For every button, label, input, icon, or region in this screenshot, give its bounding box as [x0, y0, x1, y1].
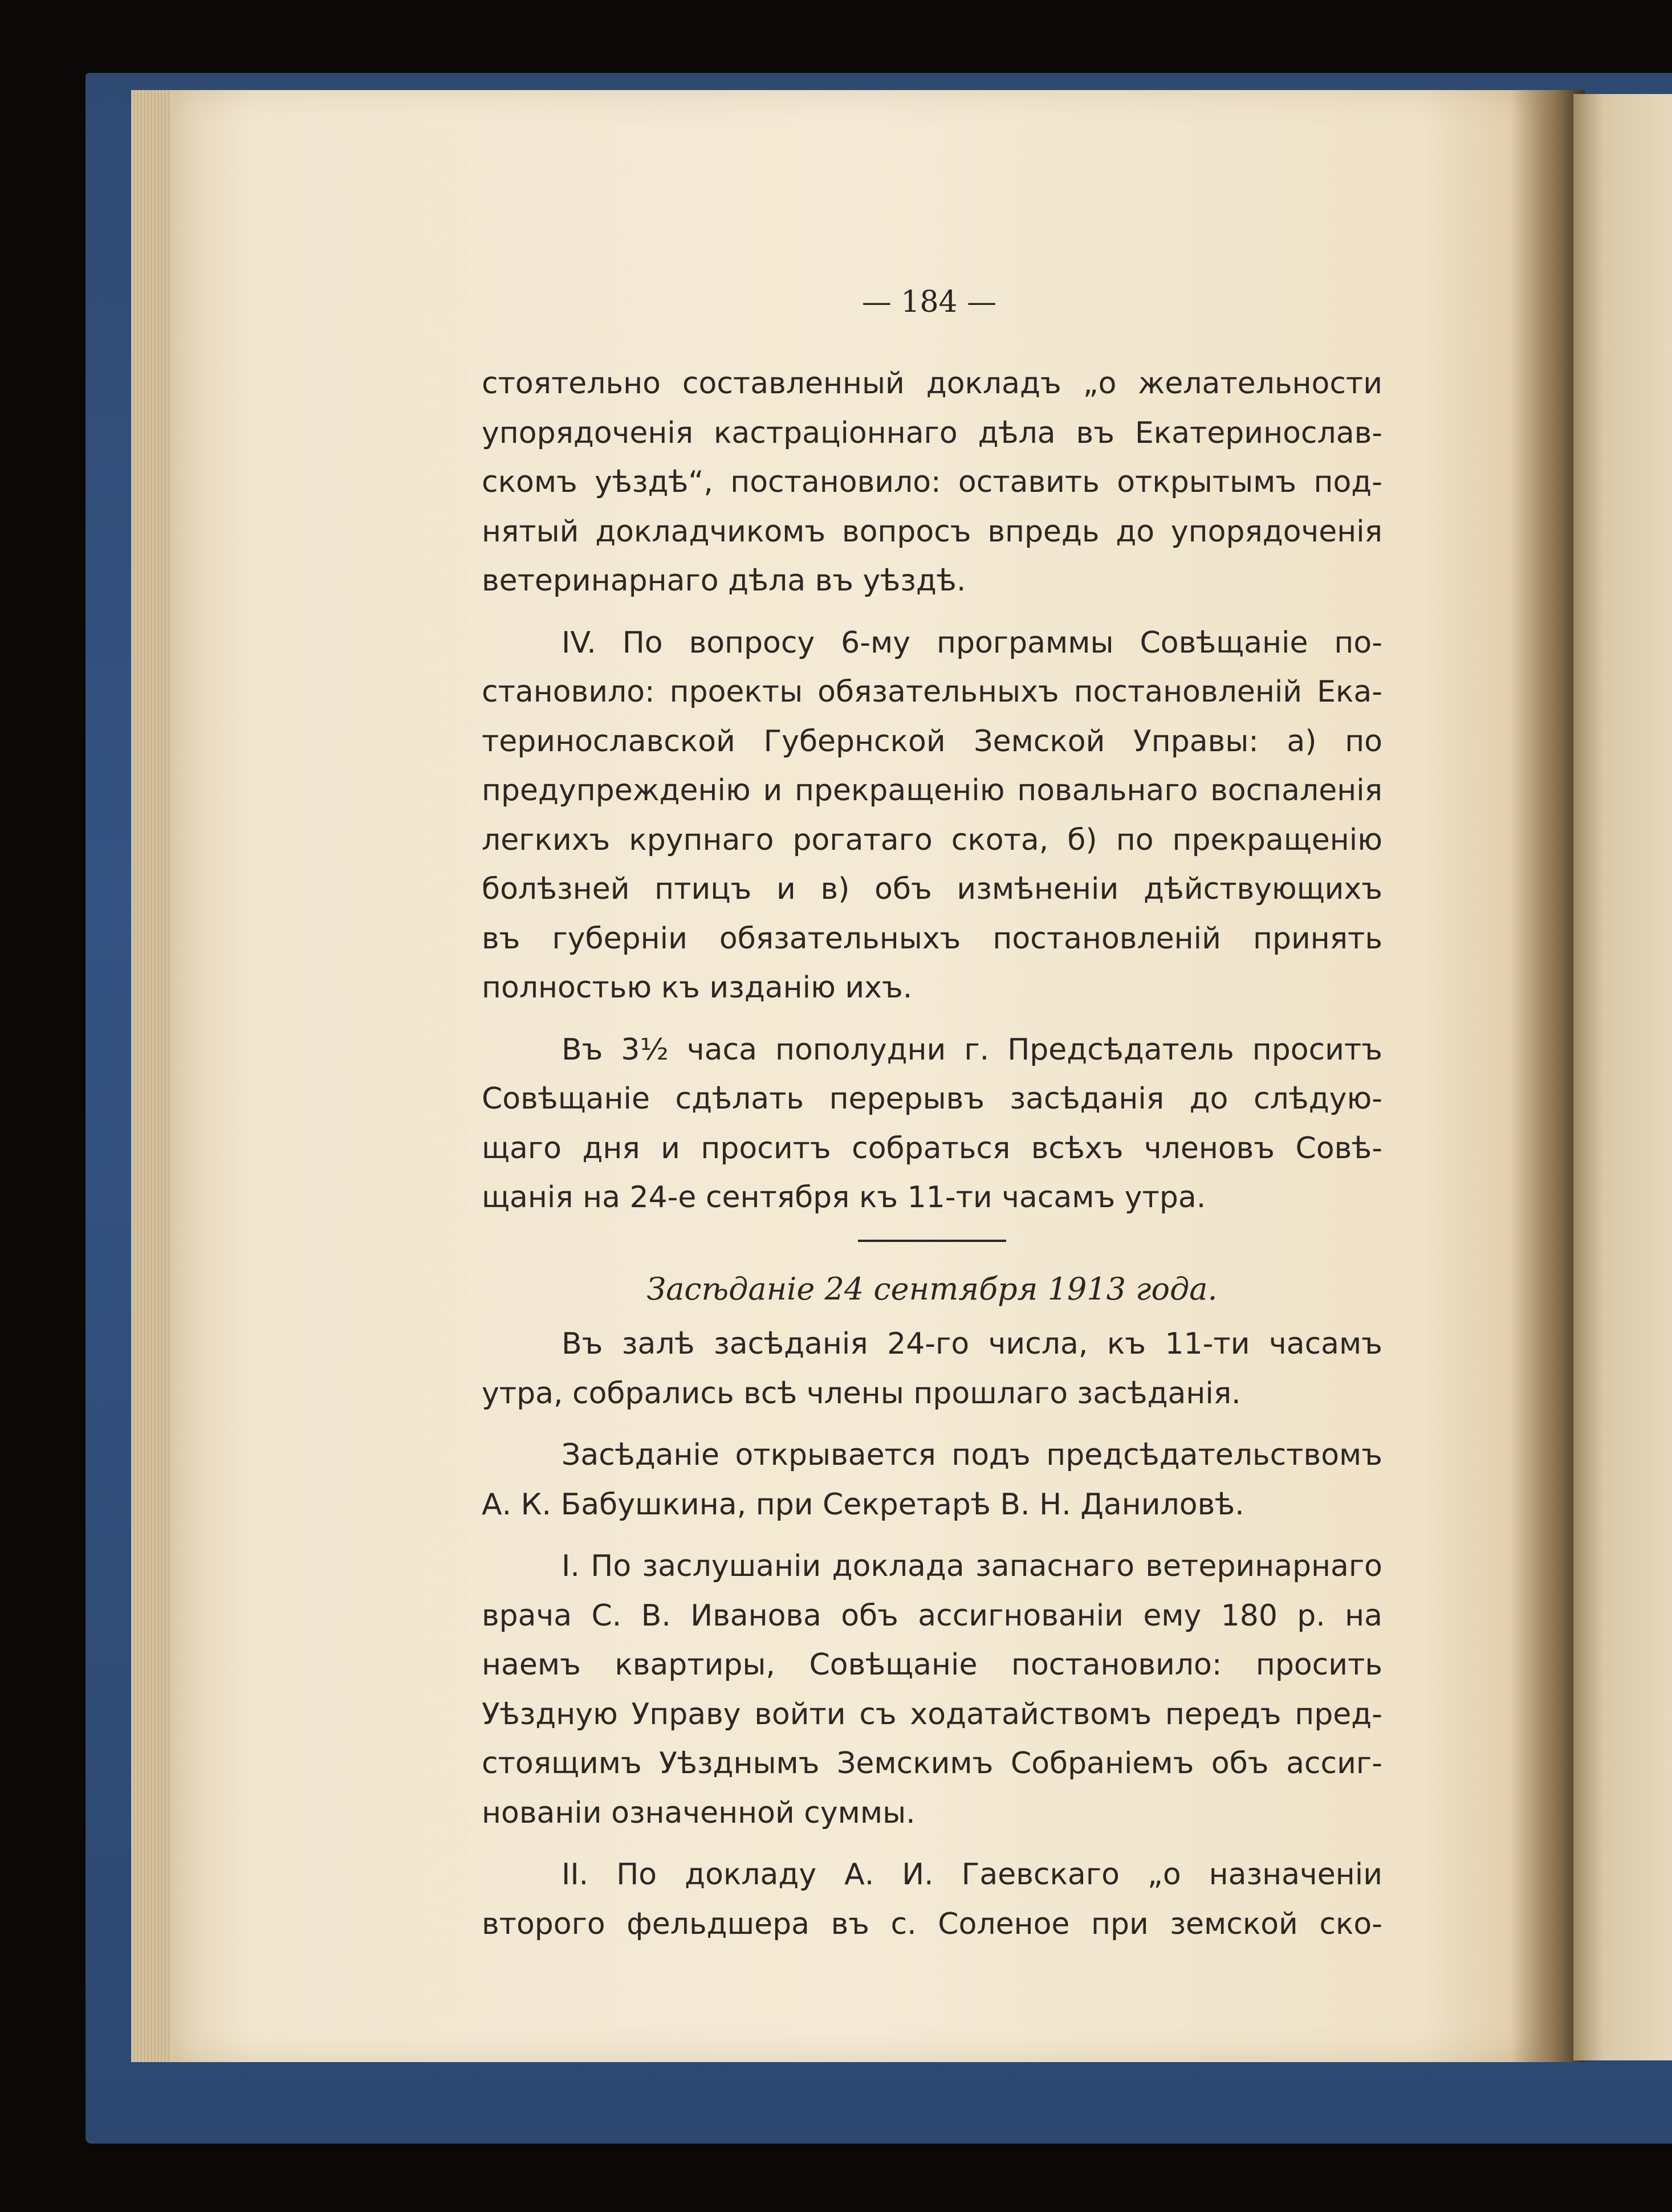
text-line: стоящимъ Уѣзднымъ Земскимъ Собраніемъ объ ассиг- [482, 1746, 1382, 1781]
text-line: полностью къ изданію ихъ. [482, 971, 913, 1005]
text-line: ветеринарнаго дѣла въ уѣздѣ. [482, 564, 966, 598]
text-line: II. По докладу А. И. Гаевскаго „о назначеніи [562, 1857, 1382, 1892]
text-line: Совѣщаніе сдѣлать перерывъ засѣданія до слѣдую- [482, 1082, 1382, 1116]
page-number: — 184 — [861, 285, 997, 319]
text-line: нятый докладчикомъ вопросъ впредь до упорядоченія [482, 514, 1382, 549]
text-line: легкихъ крупнаго рогатаго скота, б) по прекращенію [482, 822, 1382, 857]
page-text [482, 359, 1382, 1949]
text-line: скомъ уѣздѣ“, постановило: оставить открытымъ под- [482, 465, 1382, 499]
text-line: стоятельно составленный докладъ „о желательности [482, 366, 1382, 401]
text-line: нованіи означенной суммы. [482, 1795, 916, 1830]
text-line: утра, собрались всѣ члены прошлаго засѣданія. [482, 1376, 1241, 1411]
next-page-edge [1573, 94, 1672, 2060]
text-line: наемъ квартиры, Совѣщаніе постановило: просить [482, 1648, 1382, 1682]
section-divider [858, 1240, 1006, 1242]
text-line: щаго дня и проситъ собраться всѣхъ членовъ Совѣ- [482, 1131, 1382, 1166]
text-line: Въ 3½ часа пополудни г. Предсѣдатель проситъ [562, 1032, 1382, 1067]
text-line: предупрежденію и прекращенію повальнаго воспаленія [482, 773, 1382, 808]
section-heading: Засѣданіе 24 сентября 1913 года. [646, 1270, 1218, 1307]
text-line: Въ залѣ засѣданія 24-го числа, къ 11-ти часамъ [562, 1327, 1382, 1361]
text-line: врача С. В. Иванова объ ассигнованіи ему 180 р. на [482, 1598, 1382, 1633]
text-line: А. К. Бабушкина, при Секретарѣ В. Н. Даниловѣ. [482, 1487, 1244, 1522]
text-line: становило: проекты обязательныхъ постановленій Ека- [482, 675, 1382, 709]
text-line: IV. По вопросу 6-му программы Совѣщаніе по- [562, 625, 1382, 660]
text-line: Засѣданіе открывается подъ предсѣдательствомъ [562, 1438, 1382, 1472]
text-line: теринославской Губернской Земской Управы: а) по [482, 724, 1382, 759]
text-line: щанія на 24-е сентября къ 11-ти часамъ утра. [482, 1180, 1206, 1215]
text-line: въ губерніи обязательныхъ постановленій принять [482, 921, 1382, 956]
text-line: Уѣздную Управу войти съ ходатайствомъ передъ пред- [482, 1697, 1382, 1732]
text-line: болѣзней птицъ и в) объ измѣненіи дѣйствующихъ [482, 872, 1382, 906]
text-line: I. По заслушаніи доклада запаснаго ветеринарнаго [562, 1549, 1382, 1583]
text-line: второго фельдшера въ с. Соленое при земской ско- [482, 1907, 1382, 1941]
text-line: упорядоченія кастраціоннаго дѣла въ Екатеринослав- [482, 415, 1382, 450]
